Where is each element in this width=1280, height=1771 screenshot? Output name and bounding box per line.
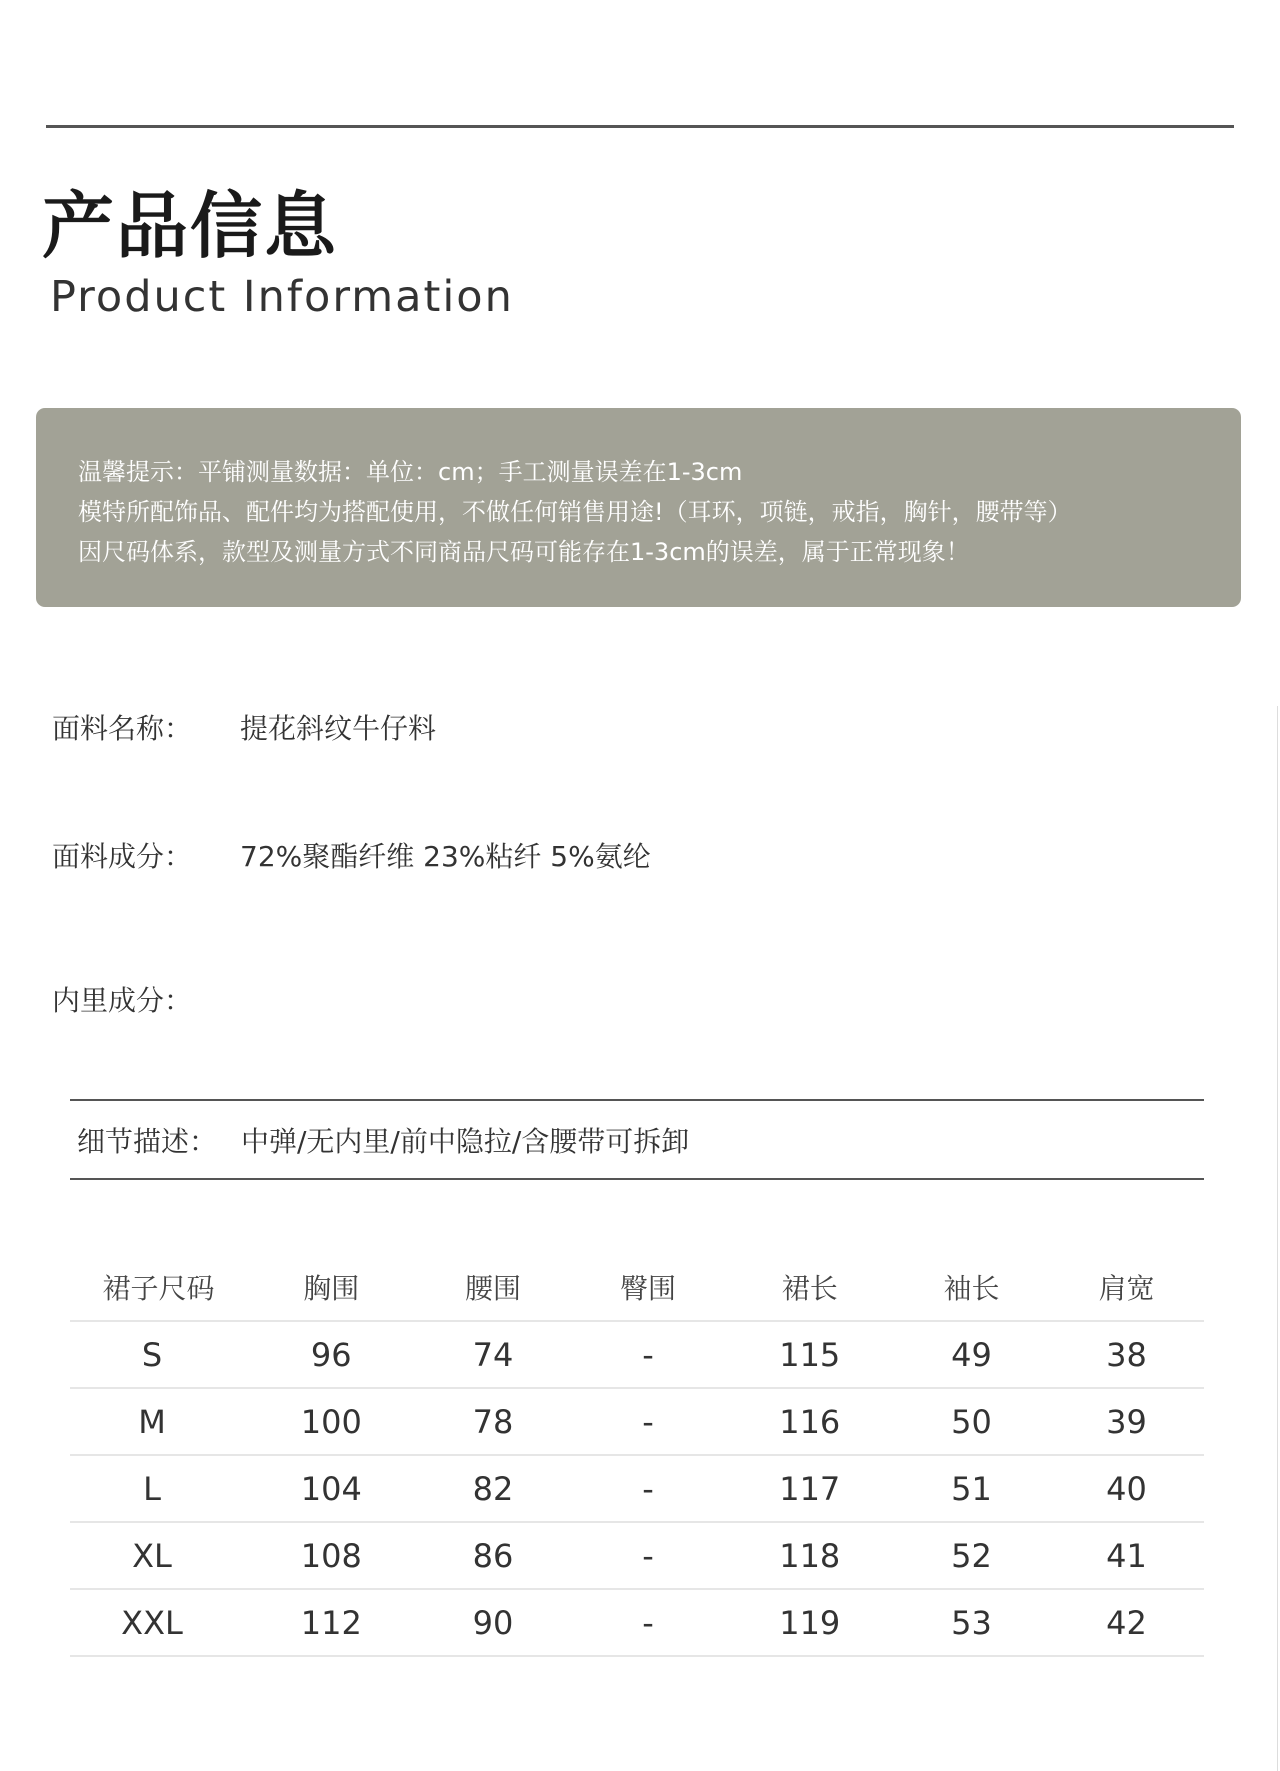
size-cell: 41 bbox=[1049, 1522, 1204, 1589]
table-row bbox=[70, 1522, 1204, 1589]
detail-bottom-divider bbox=[70, 1178, 1204, 1180]
notice-text bbox=[78, 452, 1072, 572]
size-cell: 108 bbox=[247, 1522, 416, 1589]
size-cell: 38 bbox=[1049, 1321, 1204, 1388]
lining-composition-label: 内里成分： bbox=[52, 984, 193, 1017]
size-cell: 86 bbox=[416, 1522, 571, 1589]
size-cell: - bbox=[571, 1589, 726, 1656]
right-edge-line bbox=[1277, 706, 1278, 1771]
table-row bbox=[70, 1455, 1204, 1522]
size-header-cell: 臀围 bbox=[571, 1254, 726, 1321]
size-cell: - bbox=[571, 1321, 726, 1388]
top-divider bbox=[46, 125, 1234, 128]
size-header-cell: 腰围 bbox=[416, 1254, 571, 1321]
size-cell: 116 bbox=[725, 1388, 894, 1455]
size-cell: 49 bbox=[894, 1321, 1049, 1388]
notice-line: 模特所配饰品、配件均为搭配使用，不做任何销售用途!（耳环，项链，戒指，胸针，腰带等） bbox=[78, 498, 1072, 526]
table-row bbox=[70, 1589, 1204, 1656]
size-table-header-row bbox=[70, 1254, 1204, 1321]
table-row bbox=[70, 1388, 1204, 1455]
notice-line: 因尺码体系，款型及测量方式不同商品尺码可能存在1-3cm的误差，属于正常现象！ bbox=[78, 538, 970, 566]
page-subtitle: Product Information bbox=[50, 272, 514, 322]
size-cell: - bbox=[571, 1455, 726, 1522]
size-cell: 42 bbox=[1049, 1589, 1204, 1656]
size-cell: 119 bbox=[725, 1589, 894, 1656]
size-cell: 74 bbox=[416, 1321, 571, 1388]
fabric-composition-label: 面料成分： bbox=[52, 840, 193, 873]
size-cell: 82 bbox=[416, 1455, 571, 1522]
size-cell: 53 bbox=[894, 1589, 1049, 1656]
size-cell: 112 bbox=[247, 1589, 416, 1656]
size-cell: 104 bbox=[247, 1455, 416, 1522]
size-header-cell: 胸围 bbox=[247, 1254, 416, 1321]
notice-box bbox=[36, 408, 1241, 607]
size-cell: L bbox=[70, 1455, 247, 1522]
detail-top-divider bbox=[70, 1099, 1204, 1101]
fabric-composition-row bbox=[52, 835, 651, 875]
size-cell: XXL bbox=[70, 1589, 247, 1656]
size-cell: 117 bbox=[725, 1455, 894, 1522]
size-table bbox=[70, 1254, 1204, 1657]
size-header-cell: 裙长 bbox=[725, 1254, 894, 1321]
size-cell: 50 bbox=[894, 1388, 1049, 1455]
size-cell: 115 bbox=[725, 1321, 894, 1388]
detail-label: 细节描述： bbox=[77, 1125, 218, 1158]
size-cell: M bbox=[70, 1388, 247, 1455]
lining-composition-row bbox=[52, 979, 240, 1019]
fabric-name-row bbox=[52, 707, 436, 747]
size-header-cell: 肩宽 bbox=[1049, 1254, 1204, 1321]
size-cell: - bbox=[571, 1388, 726, 1455]
page-title: 产品信息 bbox=[42, 184, 339, 268]
size-cell: 51 bbox=[894, 1455, 1049, 1522]
size-cell: S bbox=[70, 1321, 247, 1388]
size-cell: 118 bbox=[725, 1522, 894, 1589]
size-cell: 52 bbox=[894, 1522, 1049, 1589]
table-row bbox=[70, 1321, 1204, 1388]
size-header-cell: 裙子尺码 bbox=[70, 1254, 247, 1321]
fabric-name-label: 面料名称： bbox=[52, 712, 193, 745]
size-header-cell: 袖长 bbox=[894, 1254, 1049, 1321]
size-cell: - bbox=[571, 1522, 726, 1589]
size-cell: 90 bbox=[416, 1589, 571, 1656]
size-cell: 100 bbox=[247, 1388, 416, 1455]
fabric-name-value: 提花斜纹牛仔料 bbox=[240, 712, 437, 745]
size-cell: 40 bbox=[1049, 1455, 1204, 1522]
size-cell: 78 bbox=[416, 1388, 571, 1455]
detail-row bbox=[77, 1120, 689, 1160]
notice-line: 温馨提示：平铺测量数据：单位：cm；手工测量误差在1-3cm bbox=[78, 458, 743, 486]
fabric-composition-value: 72%聚酯纤维 23%粘纤 5%氨纶 bbox=[240, 840, 651, 873]
size-cell: 39 bbox=[1049, 1388, 1204, 1455]
detail-value: 中弹/无内里/前中隐拉/含腰带可拆卸 bbox=[241, 1125, 690, 1158]
size-cell: 96 bbox=[247, 1321, 416, 1388]
size-cell: XL bbox=[70, 1522, 247, 1589]
